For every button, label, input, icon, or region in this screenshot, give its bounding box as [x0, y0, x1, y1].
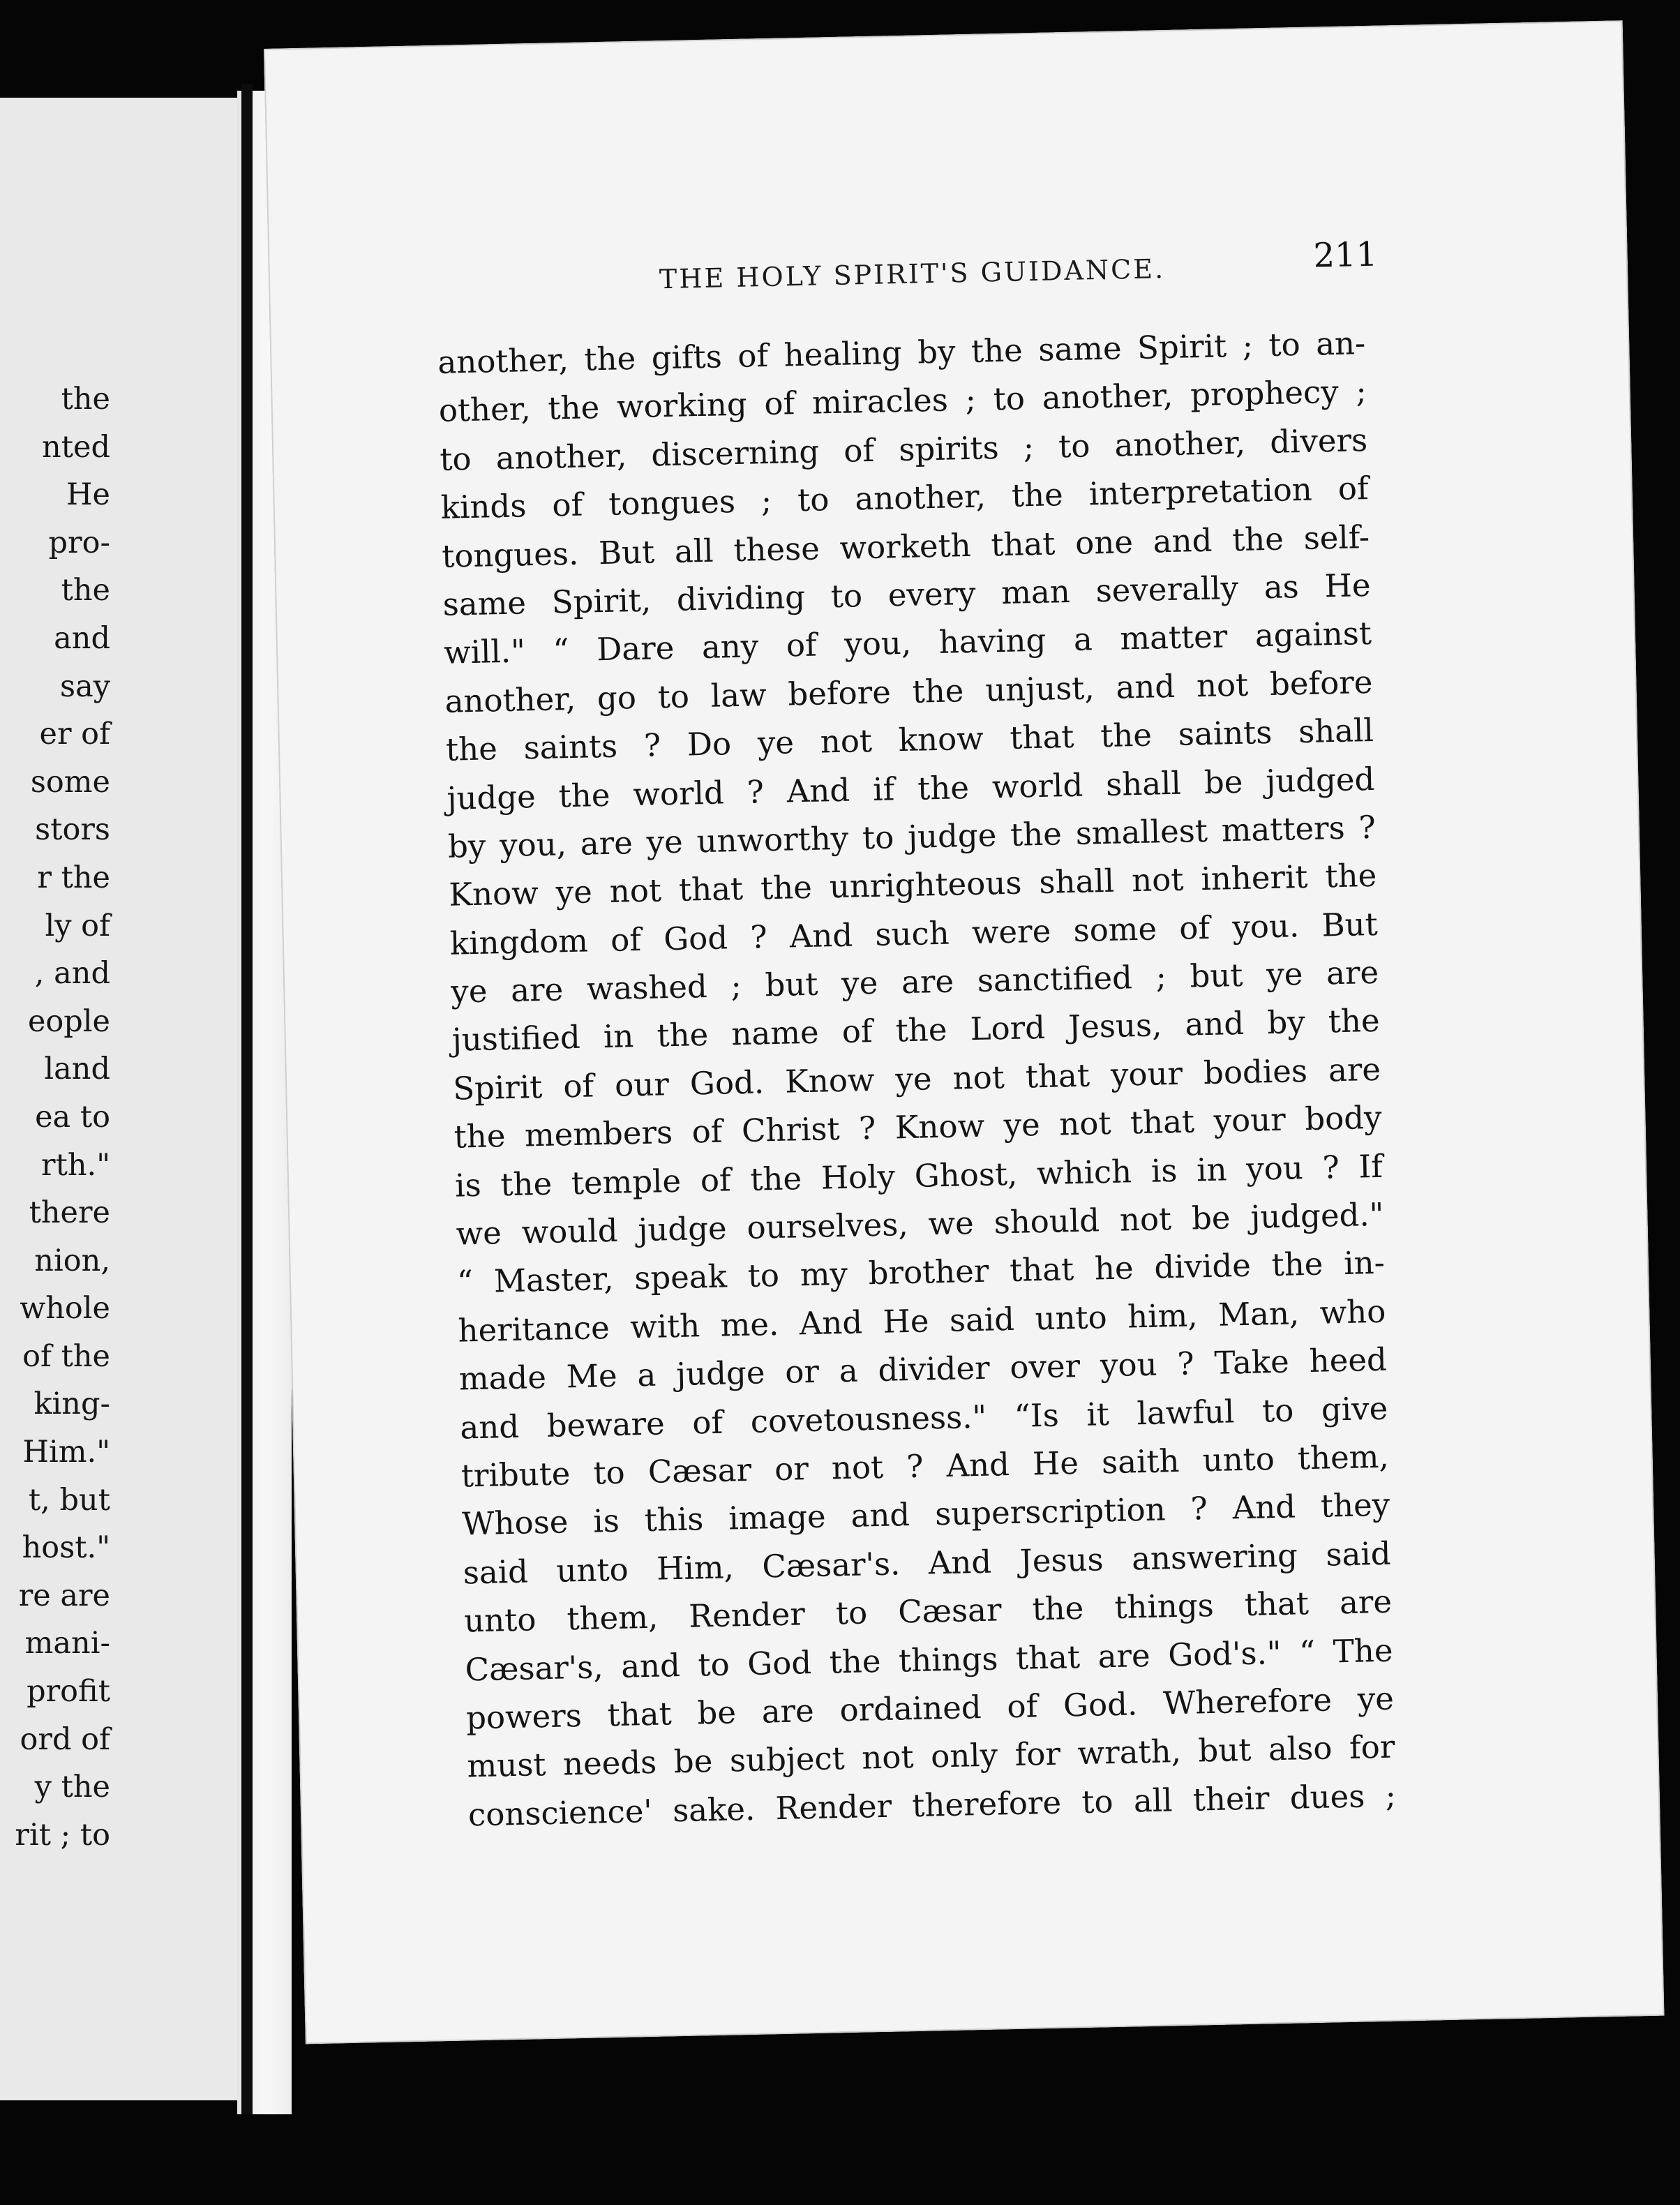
left-page-line: er of	[39, 717, 110, 752]
left-page-line: land	[44, 1052, 110, 1087]
text-line: justified in the name of the Lord Jesus, and by the	[451, 1002, 1381, 1059]
text-line: ye are washed ; but ye are sanctified ; but ye are	[450, 953, 1379, 1010]
left-page-line: rth."	[41, 1147, 110, 1183]
left-page-line: eople	[27, 1003, 110, 1039]
text-line: will." “ Dare any of you, having a matter against	[443, 615, 1372, 672]
text-line: Spirit of our God. Know ye not that your bodies are	[452, 1050, 1381, 1107]
text-line: and beware of covetousness." “Is it lawful to give	[459, 1389, 1388, 1447]
text-line: “ Master, speak to my brother that he divide the in-	[456, 1244, 1386, 1301]
text-line: Whose is this image and superscription ? And they	[461, 1486, 1390, 1543]
left-page-line: there	[29, 1195, 110, 1231]
left-page-line: of the	[22, 1338, 110, 1374]
running-head: THE HOLY SPIRIT'S GUIDANCE.	[659, 253, 1166, 295]
left-page-line: stors	[35, 812, 110, 848]
right-page	[264, 20, 1664, 2044]
left-page-line: , and	[34, 956, 110, 992]
text-line: another, the gifts of healing by the same Spirit ; to an-	[437, 324, 1366, 381]
left-page-line: mani-	[24, 1626, 110, 1661]
text-line: the saints ? Do ye not know that the saints shall	[445, 712, 1374, 768]
left-page-line: pro-	[48, 525, 110, 560]
text-line: heritance with me. And He said unto him, Man, who	[457, 1292, 1386, 1350]
text-line: tongues. But all these worketh that one and the self-	[441, 518, 1370, 575]
left-page-line: ly of	[45, 908, 110, 943]
text-line: made Me a judge or a divider over you ? Take heed	[458, 1340, 1388, 1398]
text-line: said unto Him, Cæsar's. And Jesus answering said	[463, 1534, 1392, 1592]
body-text	[437, 319, 1397, 1839]
text-line: judge the world ? And if the world shall be judged	[446, 760, 1375, 817]
left-page-line: and	[54, 620, 110, 656]
left-page-line: Him."	[22, 1435, 110, 1470]
text-line: the members of Christ ? Know ye not that your body	[453, 1099, 1382, 1156]
left-page-text	[0, 375, 110, 1859]
text-line: powers that be are ordained of God. Wherefore ye	[465, 1680, 1395, 1737]
left-page-line: t, but	[28, 1482, 110, 1518]
left-page-line: profit	[27, 1674, 110, 1710]
text-line: other, the working of miracles ; to another, prophecy ;	[438, 373, 1367, 430]
text-line: same Spirit, dividing to every man severally as He	[442, 566, 1371, 623]
text-line: kinds of tongues ; to another, the interpretation of	[440, 470, 1370, 526]
left-page-line: re are	[18, 1578, 110, 1613]
left-page-line: the	[61, 573, 110, 608]
left-page	[0, 98, 241, 2100]
text-line: tribute to Cæsar or not ? And He saith unto them,	[460, 1437, 1390, 1495]
text-line: unto them, Render to Cæsar the things that are	[463, 1583, 1393, 1640]
text-line: kingdom of God ? And such were some of you. But	[449, 905, 1379, 962]
text-line: conscience' sake. Render therefore to all their dues ;	[467, 1777, 1397, 1834]
text-line: must needs be subject not only for wrath, but also for	[467, 1728, 1395, 1785]
text-line: by you, are ye unworthy to judge the smallest matters ?	[447, 808, 1377, 865]
left-page-line: king-	[33, 1386, 110, 1422]
left-page-line: r the	[37, 860, 110, 895]
left-page-line: whole	[20, 1291, 110, 1326]
text-line: to another, discerning of spirits ; to another, divers	[439, 421, 1368, 478]
left-page-line: nion,	[34, 1243, 110, 1278]
left-page-line: rit ; to	[15, 1817, 110, 1853]
left-page-line: y the	[34, 1770, 110, 1805]
book-spine	[241, 84, 253, 2114]
left-page-line: host."	[22, 1530, 110, 1566]
left-page-line: nted	[42, 429, 110, 465]
text-line: Cæsar's, and to God the things that are God's." “ The	[465, 1631, 1393, 1689]
left-page-line: ea to	[35, 1099, 110, 1135]
left-page-line: the	[61, 382, 110, 417]
left-page-line: He	[66, 477, 110, 513]
text-line: another, go to law before the unjust, and not before	[444, 663, 1373, 720]
left-page-line: some	[30, 764, 110, 800]
left-page-line: ord of	[20, 1721, 110, 1757]
left-page-line: say	[60, 668, 110, 704]
text-line: we would judge ourselves, we should not be judged."	[456, 1195, 1384, 1253]
text-line: Know ye not that the unrighteous shall not inherit the	[448, 857, 1377, 913]
page-number: 211	[1312, 234, 1378, 276]
text-line: is the temple of the Holy Ghost, which is in you ? If	[454, 1147, 1383, 1204]
